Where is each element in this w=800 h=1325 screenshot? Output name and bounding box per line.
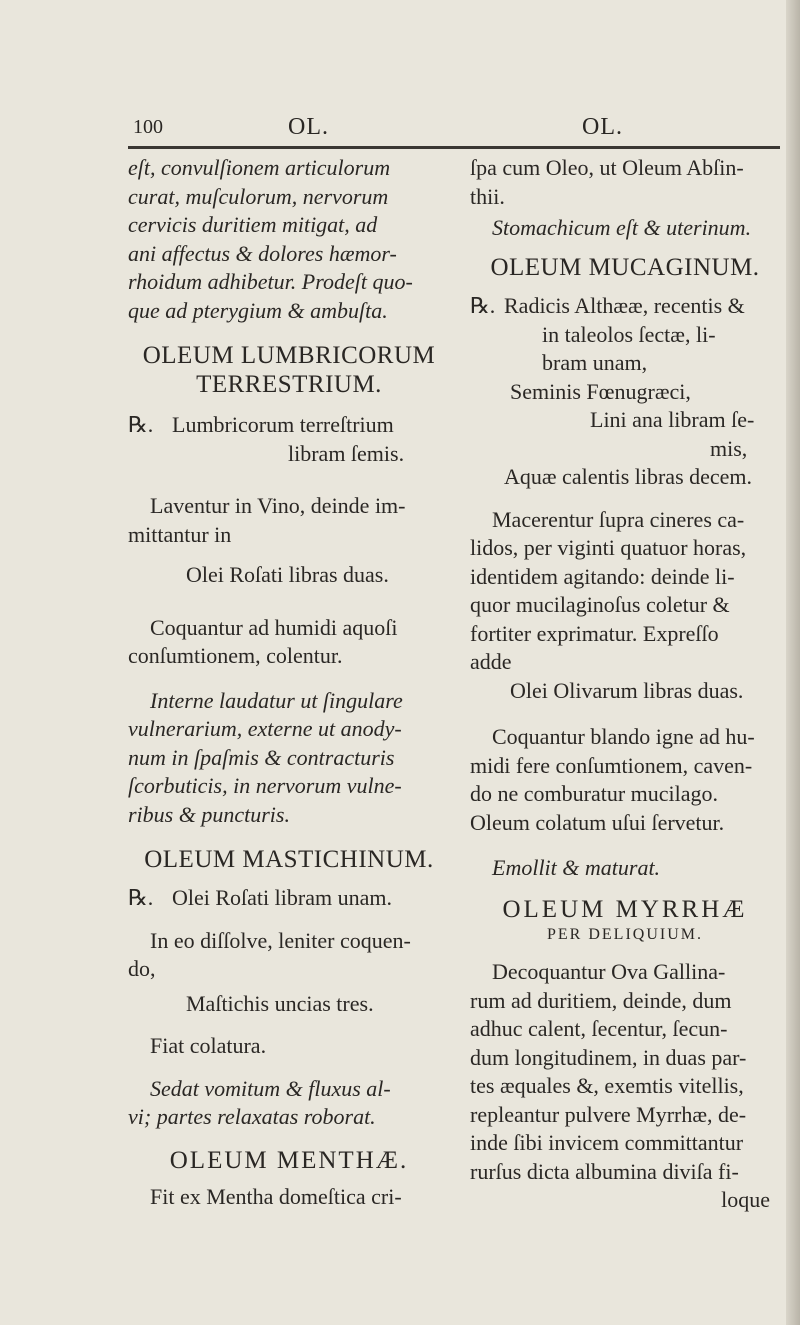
- text-line: Coquantur blando igne ad hu-: [492, 724, 755, 749]
- heading-line: TERRESTRIUM.: [196, 371, 382, 398]
- text-line: rurſus dicta albumina diviſa fi-: [470, 1158, 739, 1184]
- text-line: curat, muſculorum, nervorum: [128, 183, 389, 209]
- paragraph: [128, 492, 450, 590]
- text-line: Laventur in Vino, deinde im-: [150, 493, 406, 518]
- italic-line: Stomachicum eſt & uterinum.: [492, 215, 752, 240]
- text-line: rhoidum adhibetur. Prodeſt quo-: [128, 269, 413, 294]
- paragraph: [128, 927, 450, 1019]
- text-line: Fiat colatura.: [150, 1033, 267, 1058]
- text-line: rum ad duritiem, deinde, dum: [470, 987, 732, 1013]
- text-line: conſumtionem, colentur.: [128, 643, 343, 668]
- text-line: quor mucilaginoſus coletur &: [470, 592, 730, 617]
- text-line: num in ſpaſmis & contracturis: [128, 744, 395, 770]
- recipe-line: Seminis Fœnugræci,: [510, 378, 691, 404]
- text-line: eſt, convulſionem articulorum: [128, 155, 391, 180]
- paragraph: [470, 723, 780, 837]
- text-line: Decoquantur Ova Gallina-: [492, 959, 726, 984]
- text-line: adhuc calent, ſecentur, ſecun-: [470, 1016, 728, 1041]
- heading-line: OLEUM MYRRHÆ: [502, 896, 748, 923]
- paragraph: [470, 506, 780, 706]
- ingredient-line: Olei Roſati libras duas.: [186, 562, 389, 587]
- header-rule: [128, 146, 780, 149]
- text-line: adde: [470, 649, 512, 674]
- recipe-symbol: ℞.: [128, 412, 154, 437]
- recipe-symbol: ℞.: [470, 293, 496, 318]
- paragraph: [128, 614, 450, 671]
- text-line: identidem agitando: deinde li-: [470, 563, 735, 589]
- heading-mucaginum: OLEUM MUCAGINUM.: [490, 254, 760, 281]
- recipe-mucaginum: [470, 292, 780, 492]
- text-line: fortiter exprimatur. Expreſſo: [470, 620, 719, 646]
- heading-menthae: OLEUM MENTHÆ.: [169, 1146, 409, 1174]
- italic-paragraph: [128, 687, 450, 830]
- page-edge: [786, 0, 800, 1325]
- ingredient-line: Maſtichis uncias tres.: [186, 990, 374, 1016]
- text-line: tes æquales &, exemtis vitellis,: [470, 1073, 744, 1098]
- text-line: dum longitudinem, in duas par-: [470, 1044, 747, 1070]
- paragraph: [470, 958, 780, 1215]
- text-line: ſcorbuticis, in nervorum vulne-: [128, 773, 402, 798]
- text-line: Interne laudatur ut ſingulare: [150, 687, 403, 713]
- text-line: Oleum colatum uſui ſervetur.: [470, 809, 725, 835]
- ingredient-line: Olei Olivarum libras duas.: [510, 677, 744, 703]
- heading-line: OLEUM LUMBRICORUM: [142, 342, 436, 369]
- catchword: loque: [721, 1187, 770, 1212]
- text-line: inde ſibi invicem committantur: [470, 1130, 744, 1155]
- running-title-right: OL.: [582, 114, 623, 140]
- left-column: [128, 154, 450, 1211]
- text-line: do,: [128, 956, 156, 981]
- text-line: vulnerarium, externe ut anody-: [128, 716, 402, 741]
- text-line: cervicis duritiem mitigat, ad: [128, 212, 378, 237]
- text-line: Fit ex Mentha domeſtica cri-: [150, 1183, 402, 1209]
- page-number: 100: [133, 116, 163, 138]
- recipe-lumbricorum: [128, 411, 450, 468]
- intro-paragraph: [470, 154, 780, 211]
- recipe-line: Lumbricorum terreſtrium: [172, 412, 394, 437]
- text-line: In eo diſſolve, leniter coquen-: [150, 927, 411, 953]
- heading-mastichinum: OLEUM MASTICHINUM.: [144, 846, 434, 873]
- text-line: midi fere conſumtionem, caven-: [470, 752, 753, 778]
- recipe-line: Radicis Althææ, recentis &: [504, 293, 745, 318]
- heading-subline: PER DELIQUIUM.: [547, 926, 703, 943]
- text-line: ani affectus & dolores hæmor-: [128, 240, 397, 266]
- heading-myrrhae: [470, 895, 780, 944]
- text-line: ſpa cum Oleo, ut Oleum Abſin-: [470, 155, 744, 180]
- recipe-line: Lini ana libram ſe-: [590, 407, 755, 432]
- right-column: [470, 154, 780, 1215]
- intro-paragraph: [128, 154, 450, 325]
- recipe-line: in taleolos ſectæ, li-: [542, 321, 716, 347]
- text-line: Macerentur ſupra cineres ca-: [492, 506, 745, 532]
- text-line: Sedat vomitum & fluxus al-: [150, 1075, 391, 1101]
- heading-lumbricorum: [128, 341, 450, 399]
- italic-line: Emollit & maturat.: [492, 855, 661, 880]
- italic-paragraph: [128, 1075, 450, 1132]
- recipe-line: bram unam,: [542, 350, 648, 375]
- recipe-line: mis,: [710, 435, 748, 461]
- recipe-line: libram ſemis.: [288, 440, 405, 466]
- text-line: vi; partes relaxatas roborat.: [128, 1104, 376, 1129]
- recipe-mastichinum: [128, 884, 450, 913]
- text-line: que ad pterygium & ambuſta.: [128, 297, 388, 323]
- text-line: Coquantur ad humidi aquoſi: [150, 614, 398, 640]
- page-header: [0, 116, 800, 152]
- recipe-symbol: ℞.: [128, 885, 154, 910]
- recipe-line: Olei Roſati libram unam.: [172, 885, 392, 910]
- text-line: thii.: [470, 183, 505, 209]
- text-line: lidos, per viginti quatuor horas,: [470, 535, 747, 560]
- text-line: repleantur pulvere Myrrhæ, de-: [470, 1101, 747, 1127]
- text-line: mittantur in: [128, 521, 232, 547]
- recipe-line: Aquæ calentis libras decem.: [504, 464, 753, 489]
- running-title-left: OL.: [288, 114, 329, 140]
- text-line: ribus & puncturis.: [128, 801, 290, 827]
- text-line: do ne comburatur mucilago.: [470, 781, 719, 806]
